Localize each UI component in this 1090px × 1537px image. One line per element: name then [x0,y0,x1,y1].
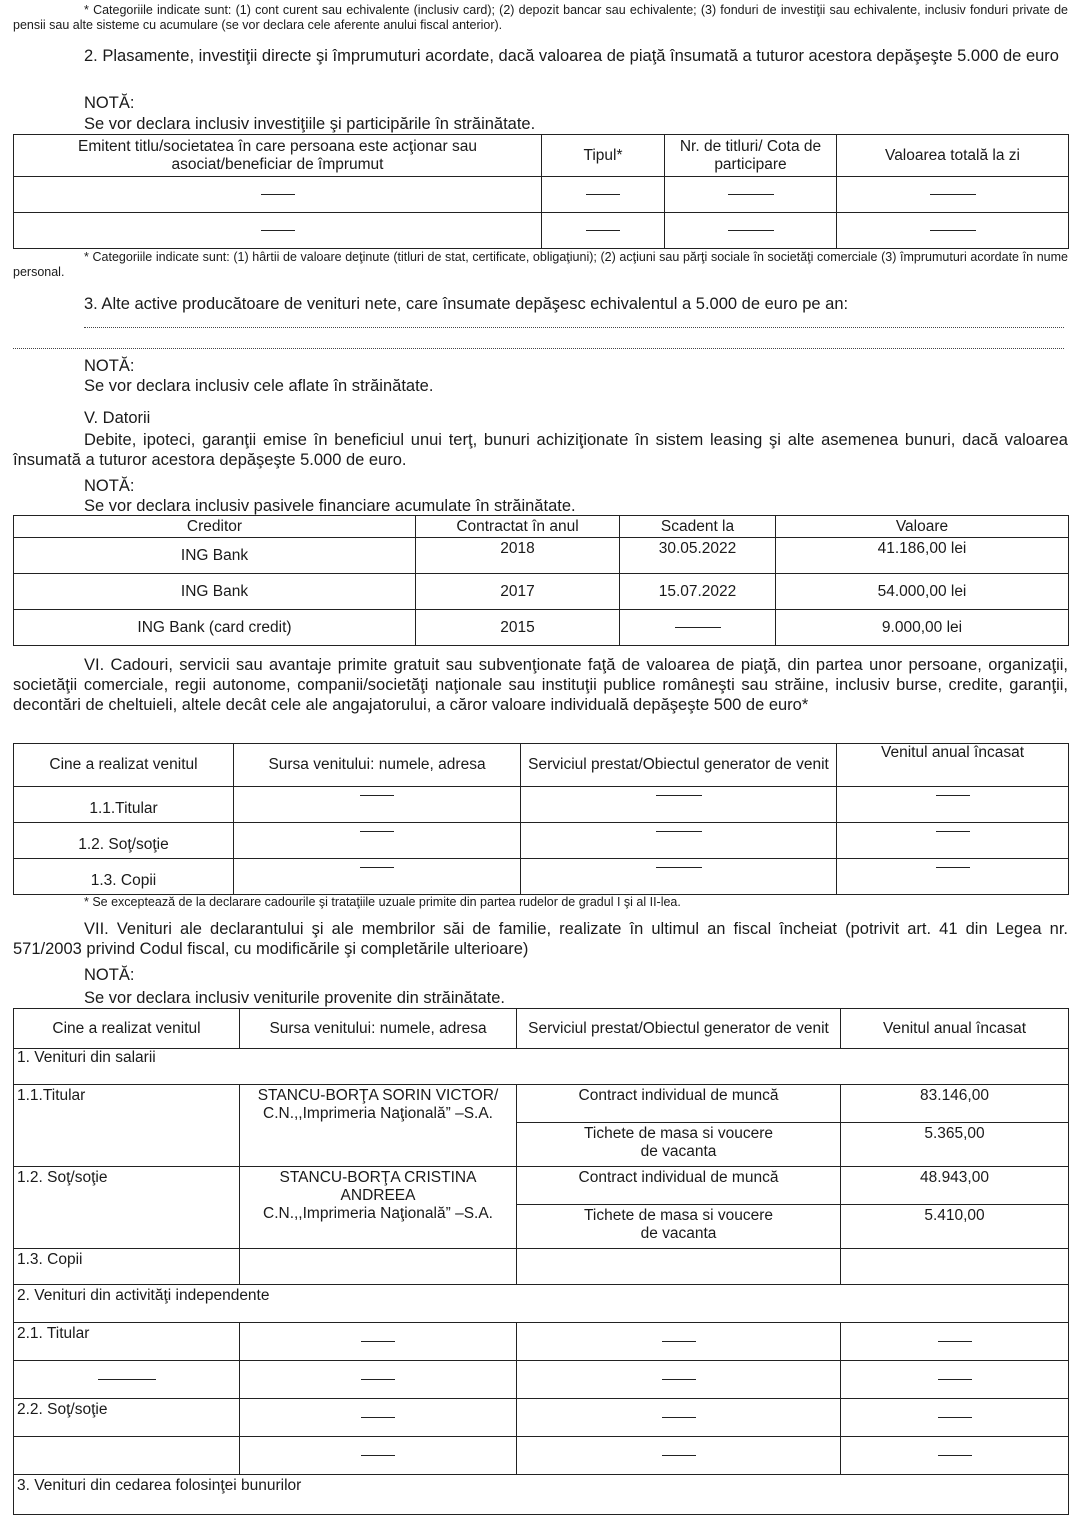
table-row [14,1323,1069,1361]
debt-value: 41.186,00 lei [776,538,1069,574]
empty-dash [360,831,394,832]
gifts-table [13,743,1069,895]
secVII-text: VII. Venituri ale declarantului şi ale membrilor săi de familie, realizate în ultimul an fiscal încheiat (potrivit art. 41 din Legea nr. 571/2003 privind Codul fiscal, cu modificările şi completările ulterioare) [13,920,1068,958]
secVI-text: VI. Cadouri, servicii sau avantaje primite gratuit sau subvenţionate faţă de valoarea de piaţă, din partea unor persoane, organizaţii, societăţii comerciale, regii autonome, companii/societăţi naţionale sau instituţii publice româneşti sau străine, inclusiv burse, credite, garanţii, decontări de cheltuieli, altele decât cele ale angajatorului, a căror valoare individuală depăşeşte 500 de euro* [13,656,1068,714]
investments-header-issuer: Emitent titlu/societatea în care persoana este acţionar sau asociat/beneficiar de împrumut [14,135,542,177]
table-row [14,1475,1069,1515]
income-who-spouse-2: 2.2. Soţ/soţie [14,1399,240,1437]
debt-creditor: ING Bank [14,538,416,574]
sec2-nota-label: NOTĂ: [84,94,135,112]
table-row [14,1437,1069,1475]
empty-dash [936,795,970,796]
empty-dash [936,867,970,868]
table-row [14,574,1069,610]
secVI-footnote: * Se exceptează de la declarare cadourile şi trataţiile uzuale primite din partea rudelor de gradul I şi al II-lea. [84,895,681,909]
empty-dash [360,795,394,796]
debt-creditor: ING Bank [14,574,416,610]
empty-dash [938,1417,972,1418]
empty-dash [261,194,295,195]
income-amount: 5.410,00 [841,1205,1069,1249]
income-header-source: Sursa venitului: numele, adresa [240,1009,517,1049]
income-service: Tichete de masa si voucere de vacanta [517,1205,841,1249]
debt-due: 15.07.2022 [620,574,776,610]
income-category-salaries: 1. Venituri din salarii [14,1049,1069,1085]
income-header-income: Venitul anual încasat [841,1009,1069,1049]
source-name: STANCU-BORŢA CRISTINA ANDREEA [279,1169,477,1204]
investments-header-count: Nr. de titluri/ Cota de participare [665,135,837,177]
empty-dash [938,1379,972,1380]
empty-dash [656,831,702,832]
empty-dash [662,1417,696,1418]
income-who-titular-2: 2.1. Titular [14,1323,240,1361]
income-service: Tichete de masa si voucere de vacanta [517,1123,841,1167]
gifts-header-income: Venitul anual încasat [837,744,1069,787]
sec3-nota-text: Se vor declara inclusiv cele aflate în străinătate. [84,377,434,395]
income-service: Contract individual de muncă [517,1167,841,1205]
source-org: C.N.,,Imprimeria Naţională” –S.A. [263,1105,493,1122]
empty-dash [656,867,702,868]
empty-dash [675,627,721,628]
table-row [14,1361,1069,1399]
secVII-nota-label: NOTĂ: [84,966,135,984]
debts-table [13,515,1069,646]
empty-dash [361,1341,395,1342]
empty-dash [656,795,702,796]
debt-creditor: ING Bank (card credit) [14,610,416,646]
investments-table [13,134,1069,249]
income-amount: 83.146,00 [841,1085,1069,1123]
source-name: STANCU-BORŢA SORIN VICTOR/ [257,1087,499,1104]
gift-who: 1.2. Soţ/soţie [14,823,234,859]
empty-dash [938,1455,972,1456]
empty-dash [938,1341,972,1342]
debts-header-due: Scadent la [620,516,776,538]
table-row [14,787,1069,823]
empty-dash [360,867,394,868]
debt-value: 9.000,00 lei [776,610,1069,646]
secV-nota-text: Se vor declara inclusiv pasivele financiare acumulate în străinătate. [84,497,576,515]
gift-who: 1.3. Copii [14,859,234,895]
source-org: C.N.,,Imprimeria Naţională” –S.A. [263,1205,493,1222]
table-row [14,177,1069,213]
income-category-property-use: 3. Venituri din cedarea folosinţei bunurilor [14,1475,1069,1515]
debt-year: 2018 [416,538,620,574]
income-table [13,1008,1069,1515]
debts-header-year: Contractat în anul [416,516,620,538]
empty-dash [361,1455,395,1456]
table-row [14,1049,1069,1085]
sec2-footnote: * Categoriile indicate sunt: (1) hârtii de valoare deţinute (titluri de stat, certificate, obligaţiuni); (2) acţiuni sau părţi sociale în societăţi comerciale (3) împrumuturi acordate în nume personal. [13,250,1068,279]
sec2-nota-text: Se vor declara inclusiv investiţiile şi participările în străinătate. [84,115,536,133]
sec3-title: 3. Alte active producătoare de venituri nete, care însumate depăşesc echivalentul a 5.000 de euro pe an: [84,295,849,313]
debt-year: 2017 [416,574,620,610]
income-who-spouse: 1.2. Soţ/soţie [14,1167,240,1249]
table-row [14,823,1069,859]
income-amount: 5.365,00 [841,1123,1069,1167]
debts-header-value: Valoare [776,516,1069,538]
empty-dash [361,1417,395,1418]
dotted-line [13,348,1064,349]
empty-dash [662,1455,696,1456]
debt-due: 30.05.2022 [620,538,776,574]
debt-value: 54.000,00 lei [776,574,1069,610]
empty-dash [361,1379,395,1380]
income-header-who: Cine a realizat venitul [14,1009,240,1049]
gifts-header-service: Serviciul prestat/Obiectul generator de venit [521,744,837,787]
table-row [14,213,1069,249]
secV-nota-label: NOTĂ: [84,477,135,495]
gifts-header-source: Sursa venitului: numele, adresa [234,744,521,787]
secVII-nota-text: Se vor declara inclusiv veniturile provenite din străinătate. [84,989,505,1007]
dotted-line [84,327,1064,328]
debt-year: 2015 [416,610,620,646]
table-row [14,1085,1069,1123]
empty-dash [98,1379,156,1380]
table-row [14,1167,1069,1205]
income-source-titular [240,1085,517,1167]
table-row [14,1249,1069,1285]
footnote-iv1: * Categoriile indicate sunt: (1) cont curent sau echivalente (inclusiv card); (2) depozit bancar sau echivalente; (3) fonduri de investiţii sau echivalente, inclusiv fonduri private de pensii sau alte sisteme cu acumulare (se vor declara cele aferente anului fiscal anterior). [13,3,1068,32]
income-service: Contract individual de muncă [517,1085,841,1123]
empty-dash [930,230,976,231]
income-source-spouse [240,1167,517,1249]
empty-dash [728,194,774,195]
empty-dash [936,831,970,832]
sec2-title: 2. Plasamente, investiţii directe şi împrumuturi acordate, dacă valoarea de piaţă însumată a tuturor acestora depăşeşte 5.000 de euro [84,47,1059,65]
investments-header-type: Tipul* [542,135,665,177]
empty-dash [662,1341,696,1342]
secV-heading: V. Datorii [84,409,151,427]
empty-dash [728,230,774,231]
investments-header-value: Valoarea totală la zi [837,135,1069,177]
empty-dash [930,194,976,195]
gift-who: 1.1.Titular [14,787,234,823]
empty-dash [662,1379,696,1380]
income-amount: 48.943,00 [841,1167,1069,1205]
table-row [14,859,1069,895]
income-who-children: 1.3. Copii [14,1249,240,1285]
income-who-titular: 1.1.Titular [14,1085,240,1167]
table-row [14,1285,1069,1323]
sec3-nota-label: NOTĂ: [84,357,135,375]
income-header-service: Serviciul prestat/Obiectul generator de venit [517,1009,841,1049]
debts-header-creditor: Creditor [14,516,416,538]
gifts-header-who: Cine a realizat venitul [14,744,234,787]
table-row [14,538,1069,574]
secV-text: Debite, ipoteci, garanţii emise în beneficiul unui terţ, bunuri achiziţionate în sistem leasing şi alte asemenea bunuri, dacă valoarea însumată a tuturor acestora depăşeşte 5.000 de euro. [13,431,1068,469]
table-row [14,610,1069,646]
income-category-independent: 2. Venituri din activităţi independente [14,1285,1069,1323]
empty-dash [261,230,295,231]
table-row [14,1399,1069,1437]
empty-dash [586,194,620,195]
empty-dash [586,230,620,231]
